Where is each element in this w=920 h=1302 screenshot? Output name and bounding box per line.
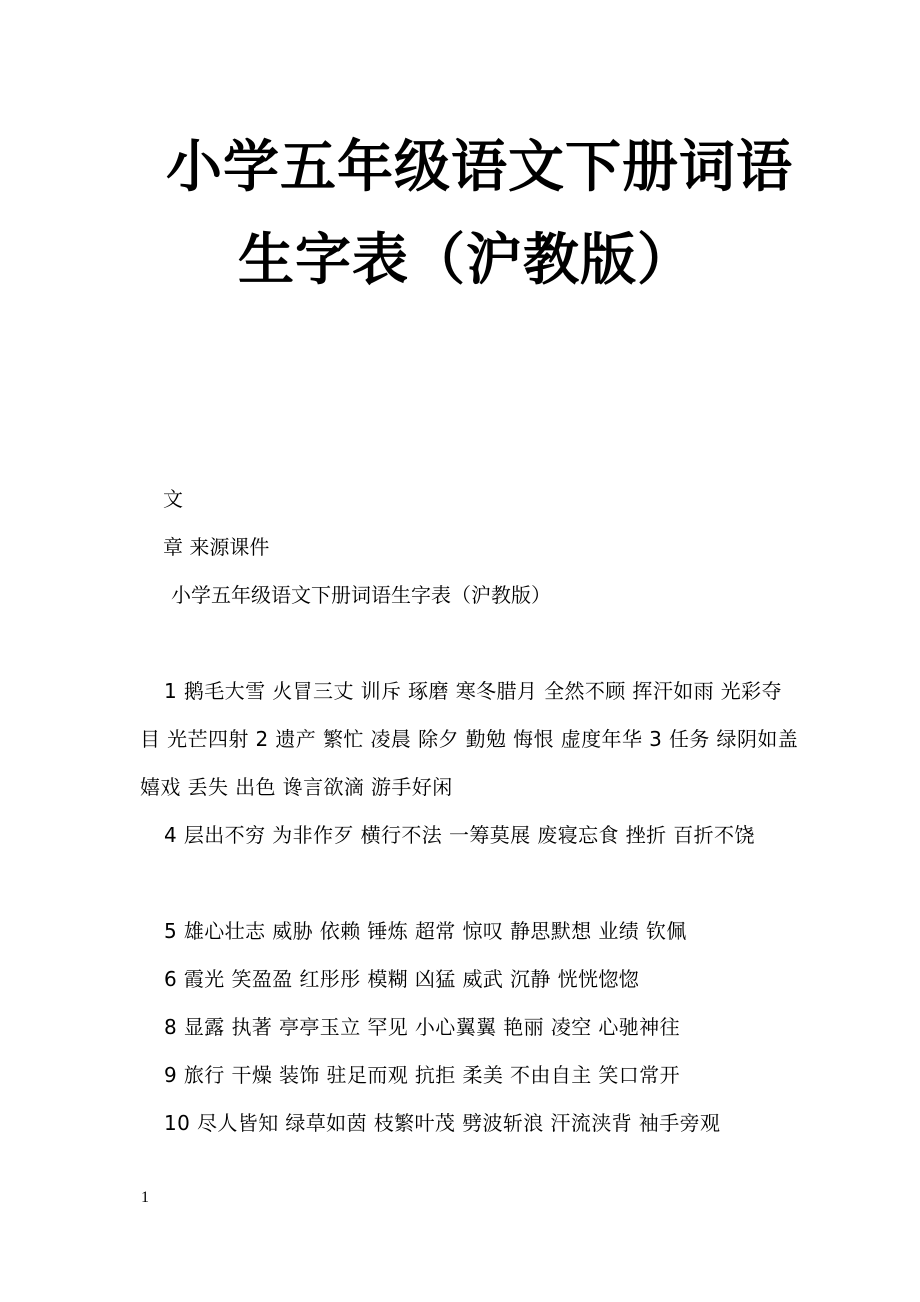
meta-line-2: 章 来源课件 [163,535,270,559]
paragraph-3: 5 雄心壮志 威胁 依赖 锤炼 超常 惊叹 静思默想 业绩 钦佩 [164,919,687,943]
meta-line-1: 文 [163,487,183,511]
paragraph-6: 9 旅行 干燥 装饰 驻足而观 抗拒 柔美 不由自主 笑口常开 [164,1063,680,1087]
subtitle: 小学五年级语文下册词语生字表（沪教版） [171,583,551,607]
paragraph-4: 6 霞光 笑盈盈 红彤彤 模糊 凶猛 威武 沉静 恍恍惚惚 [164,967,640,991]
paragraph-7: 10 尽人皆知 绿草如茵 枝繁叶茂 劈波斩浪 汗流浃背 袖手旁观 [164,1111,721,1135]
paragraph-5: 8 显露 执著 亭亭玉立 罕见 小心翼翼 艳丽 凌空 心驰神往 [164,1015,680,1039]
paragraph-2: 4 层出不穷 为非作歹 横行不法 一筹莫展 废寝忘食 挫折 百折不饶 [164,823,755,847]
document-title-line-1: 小学五年级语文下册词语 [166,135,793,200]
document-title-line-2: 生字表（沪教版） [238,228,694,293]
paragraph-1: 1 鹅毛大雪 火冒三丈 训斥 琢磨 寒冬腊月 全然不顾 挥汗如雨 光彩夺目 光芒四射 2 遗产 繁忙 凌晨 除夕 勤勉 悔恨 虚度年华 3 任务 绿阴如盖 嬉戏 丢失 出色 谗言欲滴 游手好闲 [140,679,799,799]
page-number: 1 [141,1189,149,1206]
